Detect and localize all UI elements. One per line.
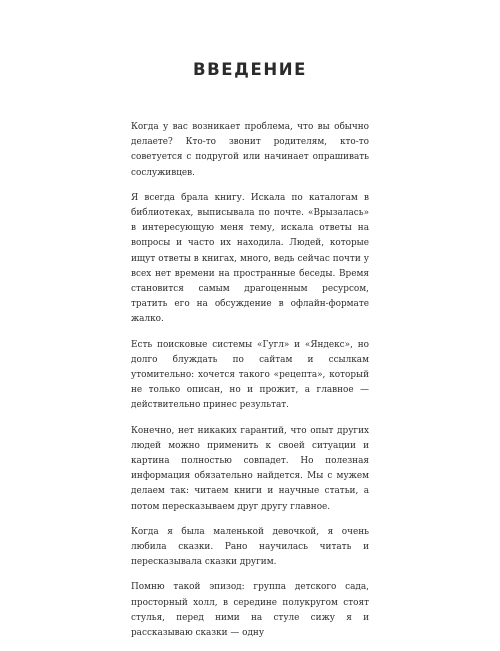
paragraph: Я всегда брала книгу. Искала по каталогам в библиотеках, выписывала по почте. «Врызалась» в интересующую меня тему, искала ответы на вопросы и часто их находила. Людей, которые ищут ответы в книгах, много, ведь сейчас почти у всех нет времени на пространные беседы. Время становится самым драгоценным ресурсом, тратить его на обсуждение в офлайн-формате жалко.: [131, 192, 369, 325]
paragraph: Помню такой эпизод: группа детского сада, просторный холл, в середине полукругом стоят стулья, перед ними на стуле сижу я и рассказываю сказки — одну: [131, 582, 369, 639]
paragraph: Конечно, нет никаких гарантий, что опыт других людей можно применить к своей ситуации и картина полностью совпадет. Но полезная информация обязательно найдется. Мы с мужем делаем так: читаем книги и научные статьи, а потом пересказываем друг другу главное.: [131, 425, 369, 512]
paragraph: Когда я была маленькой девочкой, я очень любила сказки. Рано научилась читать и пересказывала сказки другим.: [131, 526, 369, 568]
body-text: [131, 120, 369, 651]
chapter-title: ВВЕДЕНИЕ: [192, 60, 308, 79]
paragraph: Есть поисковые системы «Гугл» и «Яндекс», но долго блуждать по сайтам и ссылкам утомительно: хочется такого «рецепта», который не только описан, но и прожит, а главное — действительно принес результат.: [131, 339, 369, 411]
paragraph: Когда у вас возникает проблема, что вы обычно делаете? Кто-то звонит родителям, кто-то советуется с подругой или начинает опрашивать сослуживцев.: [131, 122, 369, 178]
